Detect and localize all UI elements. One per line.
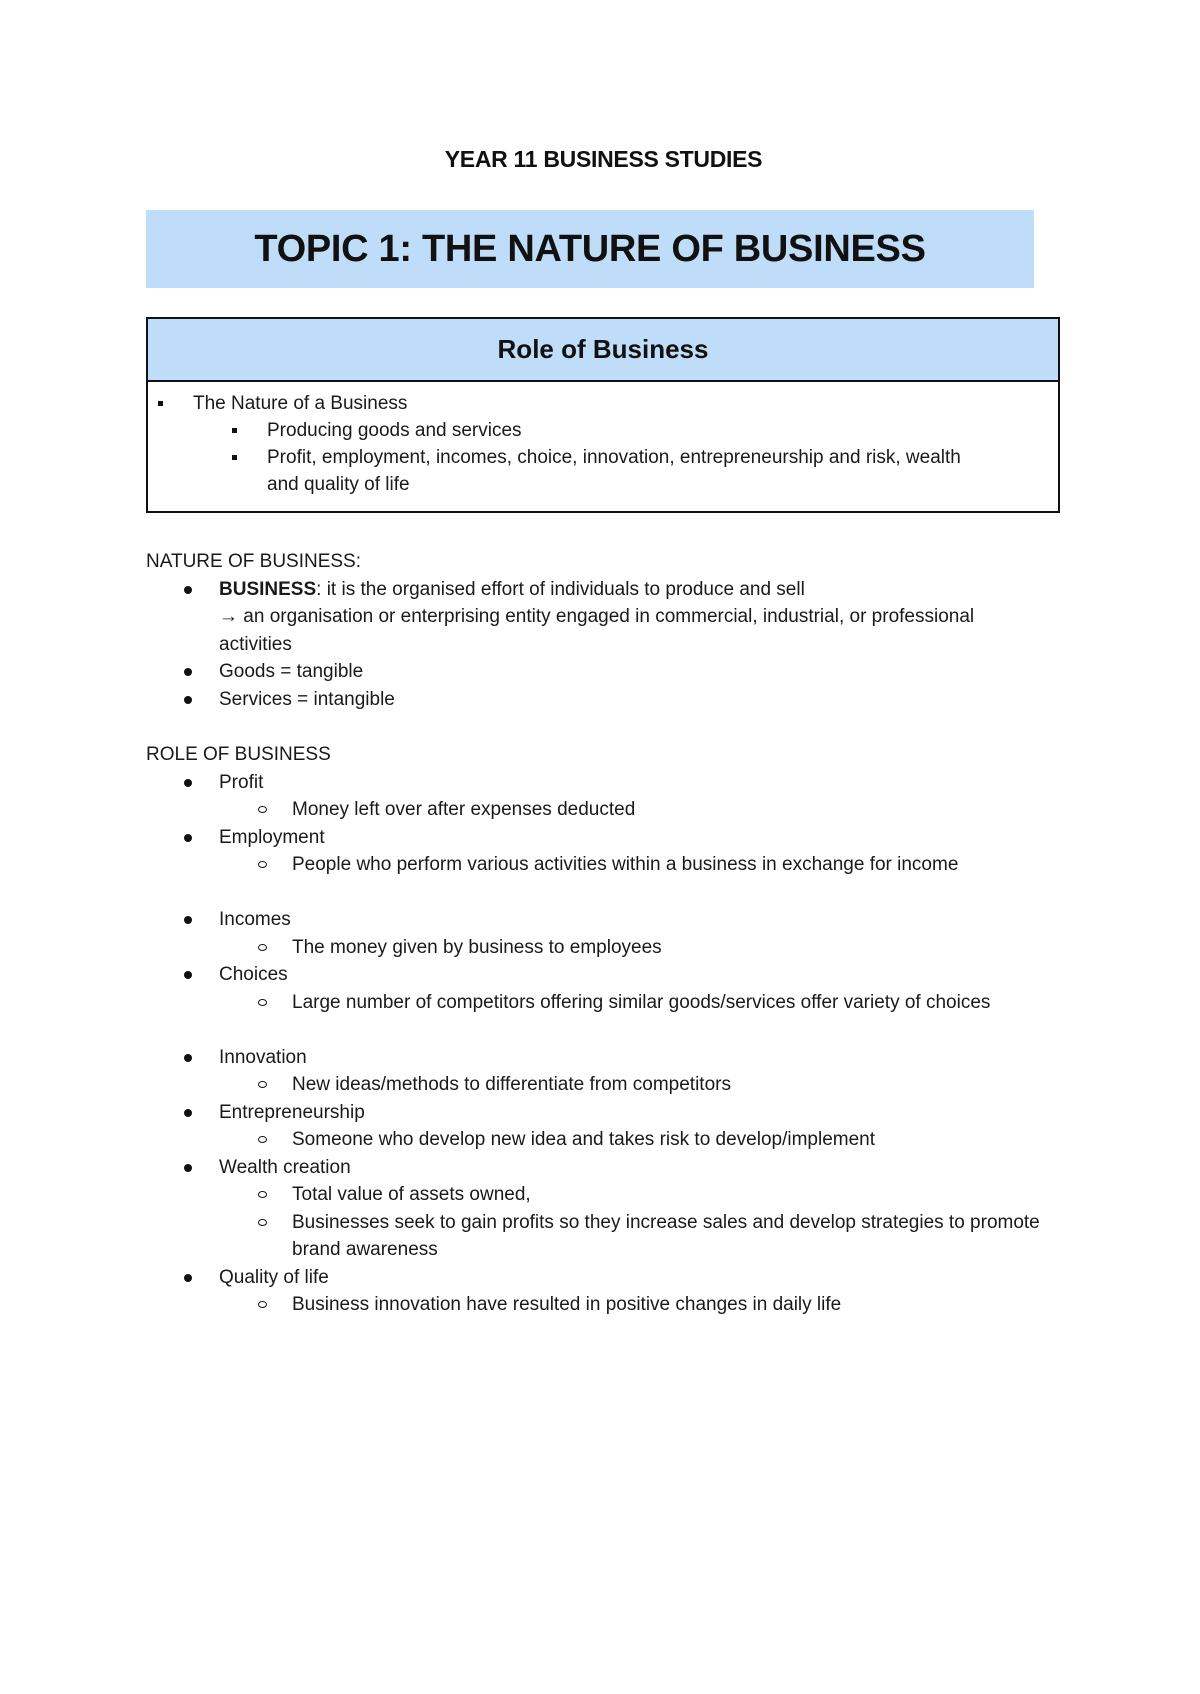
list-item (184, 576, 1024, 659)
section-heading: NATURE OF BUSINESS: (146, 551, 362, 572)
square-bullet-icon (232, 428, 237, 433)
syllabus-subitem (232, 417, 992, 444)
sub-list-item (258, 1291, 1038, 1319)
sub-list-item-text: The money given by business to employees (292, 936, 662, 958)
list-item-label: Wealth creation (219, 1156, 351, 1178)
sub-list-item-text: Large number of competitors offering similar goods/services offer variety of choices (292, 991, 991, 1013)
bullet-icon (184, 971, 192, 979)
hollow-bullet-icon (258, 1081, 267, 1088)
document-title: YEAR 11 BUSINESS STUDIES (444, 146, 763, 172)
sub-list-item (258, 1209, 1058, 1264)
list-item (184, 1099, 365, 1127)
syllabus-subitem (232, 444, 992, 498)
sub-list-item (258, 851, 1038, 879)
sub-list-item-text: Business innovation have resulted in positive changes in daily life (292, 1294, 842, 1315)
list-item-label: Entrepreneurship (219, 1101, 365, 1123)
list-item (184, 1264, 329, 1292)
list-item-label: Employment (219, 826, 325, 848)
business-extra: → an organisation or enterprising entity engaged in commercial, industrial, or professional activities (219, 606, 975, 655)
square-bullet-icon (232, 455, 237, 460)
hollow-bullet-icon (258, 861, 267, 868)
syllabus-table-header (148, 319, 1058, 382)
bullet-icon (184, 668, 192, 676)
list-item-label: Choices (219, 964, 288, 985)
bullet-icon (184, 696, 192, 704)
business-definition: : it is the organised effort of individuals to produce and sell (316, 578, 805, 600)
hollow-bullet-icon (258, 944, 267, 951)
sub-list-item (258, 1126, 1038, 1154)
sub-list-item-text: Businesses seek to gain profits so they increase sales and develop strategies to promote brand awareness (292, 1211, 1040, 1260)
hollow-bullet-icon (258, 1301, 267, 1308)
hollow-bullet-icon (258, 1136, 267, 1143)
bullet-icon (184, 834, 192, 842)
topic-title: TOPIC 1: THE NATURE OF BUSINESS (254, 227, 926, 270)
hollow-bullet-icon (258, 1219, 267, 1226)
business-term: BUSINESS (219, 578, 317, 600)
syllabus-table (146, 317, 1060, 513)
sub-list-item (258, 989, 1038, 1017)
bullet-icon (184, 1164, 192, 1172)
goods-text: Goods = tangible (219, 661, 364, 682)
sub-list-item (258, 796, 1038, 824)
list-item-label: Quality of life (219, 1266, 329, 1288)
syllabus-item-text: The Nature of a Business (193, 393, 408, 414)
square-bullet-icon (158, 401, 163, 406)
list-item (184, 769, 263, 797)
list-item (184, 906, 291, 934)
sub-list-item-text: People who perform various activities within a business in exchange for income (292, 854, 959, 875)
sub-list-item (258, 1071, 1038, 1099)
sub-list-item-text: New ideas/methods to differentiate from competitors (292, 1074, 731, 1095)
bullet-icon (184, 779, 192, 787)
list-item-label: Incomes (219, 909, 291, 930)
list-item-label: Innovation (219, 1046, 307, 1068)
bullet-icon (184, 586, 192, 594)
list-item-label: Profit (219, 771, 264, 793)
hollow-bullet-icon (258, 999, 267, 1006)
list-item (184, 658, 1024, 686)
sub-list-item-text: Someone who develop new idea and takes risk to develop/implement (292, 1129, 876, 1150)
list-item (184, 824, 325, 852)
hollow-bullet-icon (258, 806, 267, 813)
bullet-icon (184, 1109, 192, 1117)
sub-list-item-text: Money left over after expenses deducted (292, 799, 636, 820)
bullet-icon (184, 916, 192, 924)
hollow-bullet-icon (258, 1191, 267, 1198)
bullet-icon (184, 1054, 192, 1062)
sub-list-item-text: Total value of assets owned, (292, 1184, 531, 1205)
list-item (184, 1154, 351, 1182)
bullet-icon (184, 1274, 192, 1282)
section-heading: ROLE OF BUSINESS (146, 744, 331, 765)
syllabus-item (158, 390, 1018, 417)
list-item (184, 686, 1024, 714)
sub-list-item (258, 1181, 1038, 1209)
sub-list-item (258, 934, 1038, 962)
topic-banner (146, 210, 1034, 288)
syllabus-subitem-text: Profit, employment, incomes, choice, innovation, entrepreneurship and risk, wealth and quality of life (267, 447, 961, 495)
list-item (184, 1044, 307, 1072)
services-text: Services = intangible (219, 688, 395, 710)
list-item (184, 961, 288, 989)
syllabus-table-heading: Role of Business (497, 334, 709, 364)
syllabus-subitem-text: Producing goods and services (267, 420, 522, 441)
